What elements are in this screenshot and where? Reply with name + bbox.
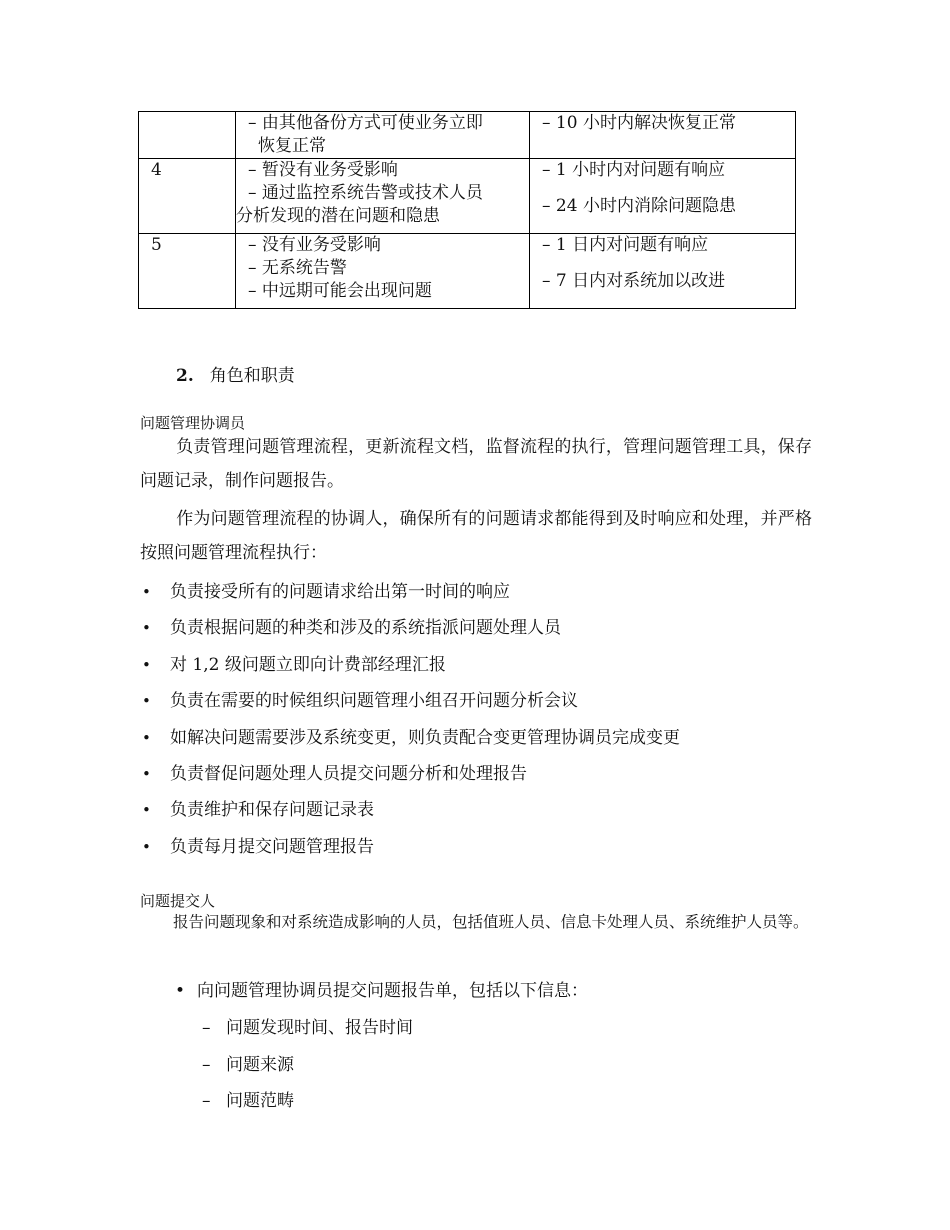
list-item: • 负责督促问题处理人员提交问题分析和处理报告 xyxy=(140,756,680,792)
list-item: • 负责在需要的时候组织问题管理小组召开问题分析会议 xyxy=(140,683,680,719)
condition-line: – 没有业务受影响 xyxy=(248,235,381,255)
list-item: • 负责每月提交问题管理报告 xyxy=(140,829,680,865)
bullet-marker: • xyxy=(175,981,186,1001)
response-cell xyxy=(530,112,796,159)
level-cell xyxy=(139,112,236,159)
condition-line: – 中远期可能会出现问题 xyxy=(248,281,432,301)
level-cell: 4 xyxy=(139,159,236,234)
coordinator-paragraph-1: 负责管理问题管理流程，更新流程文档，监督流程的执行，管理问题管理工具，保存问题记录，制作问题报告。 xyxy=(140,437,812,491)
response-line: – 10 小时内解决恢复正常 xyxy=(542,113,736,133)
condition-line: – 由其他备份方式可使业务立即 xyxy=(248,113,483,133)
submitter-bullet: • 向问题管理协调员提交问题报告单，包括以下信息： xyxy=(175,976,588,1006)
response-cell xyxy=(530,159,796,234)
condition-cell xyxy=(236,234,530,309)
dash-marker: – xyxy=(202,1018,211,1038)
list-item: • 负责维护和保存问题记录表 xyxy=(140,792,680,828)
list-item: • 负责根据问题的种类和涉及的系统指派问题处理人员 xyxy=(140,610,680,646)
coordinator-duties-list xyxy=(140,574,680,865)
priority-table xyxy=(138,111,796,309)
submitter-paragraph: 报告问题现象和对系统造成影响的人员，包括值班人员、信息卡处理人员、系统维护人员等。 xyxy=(173,913,809,931)
table-row xyxy=(139,112,796,159)
condition-line: 恢复正常 xyxy=(258,136,326,156)
section-heading xyxy=(176,364,295,388)
list-item: • 对 1,2 级问题立即向计费部经理汇报 xyxy=(140,647,680,683)
section-number: 2. xyxy=(176,366,194,386)
condition-line: – 暂没有业务受影响 xyxy=(248,160,398,180)
section-title: 角色和职责 xyxy=(209,366,295,386)
coordinator-paragraph-2: 作为问题管理流程的协调人，确保所有的问题请求都能得到及时响应和处理，并严格按照问题管理流程执行： xyxy=(140,509,812,563)
list-item: – 问题范畴 xyxy=(202,1083,413,1120)
level-cell: 5 xyxy=(139,234,236,309)
condition-line: 分析发现的潜在问题和隐患 xyxy=(236,206,440,226)
dash-marker: – xyxy=(202,1091,211,1111)
dash-marker: – xyxy=(202,1054,211,1075)
coordinator-title: 问题管理协调员 xyxy=(140,414,246,432)
condition-line: – 无系统告警 xyxy=(248,258,347,278)
response-line: – 1 小时内对问题有响应 xyxy=(542,160,726,180)
list-item: – 问题来源 xyxy=(202,1047,413,1084)
response-line: – 7 日内对系统加以改进 xyxy=(542,271,726,291)
table-row xyxy=(139,159,796,234)
list-item: • 负责接受所有的问题请求给出第一时间的响应 xyxy=(140,574,680,610)
response-cell xyxy=(530,234,796,309)
list-item: – 问题发现时间、报告时间 xyxy=(202,1010,413,1047)
condition-cell xyxy=(236,112,530,159)
condition-line: – 通过监控系统告警或技术人员 xyxy=(248,183,483,203)
response-line: – 24 小时内消除问题隐患 xyxy=(542,196,736,216)
response-line: – 1 日内对问题有响应 xyxy=(542,235,709,255)
submitter-title: 问题提交人 xyxy=(140,892,216,910)
table-row xyxy=(139,234,796,309)
list-item: • 如解决问题需要涉及系统变更，则负责配合变更管理协调员完成变更 xyxy=(140,720,680,756)
submitter-info-list xyxy=(202,1010,413,1120)
condition-cell xyxy=(236,159,530,234)
